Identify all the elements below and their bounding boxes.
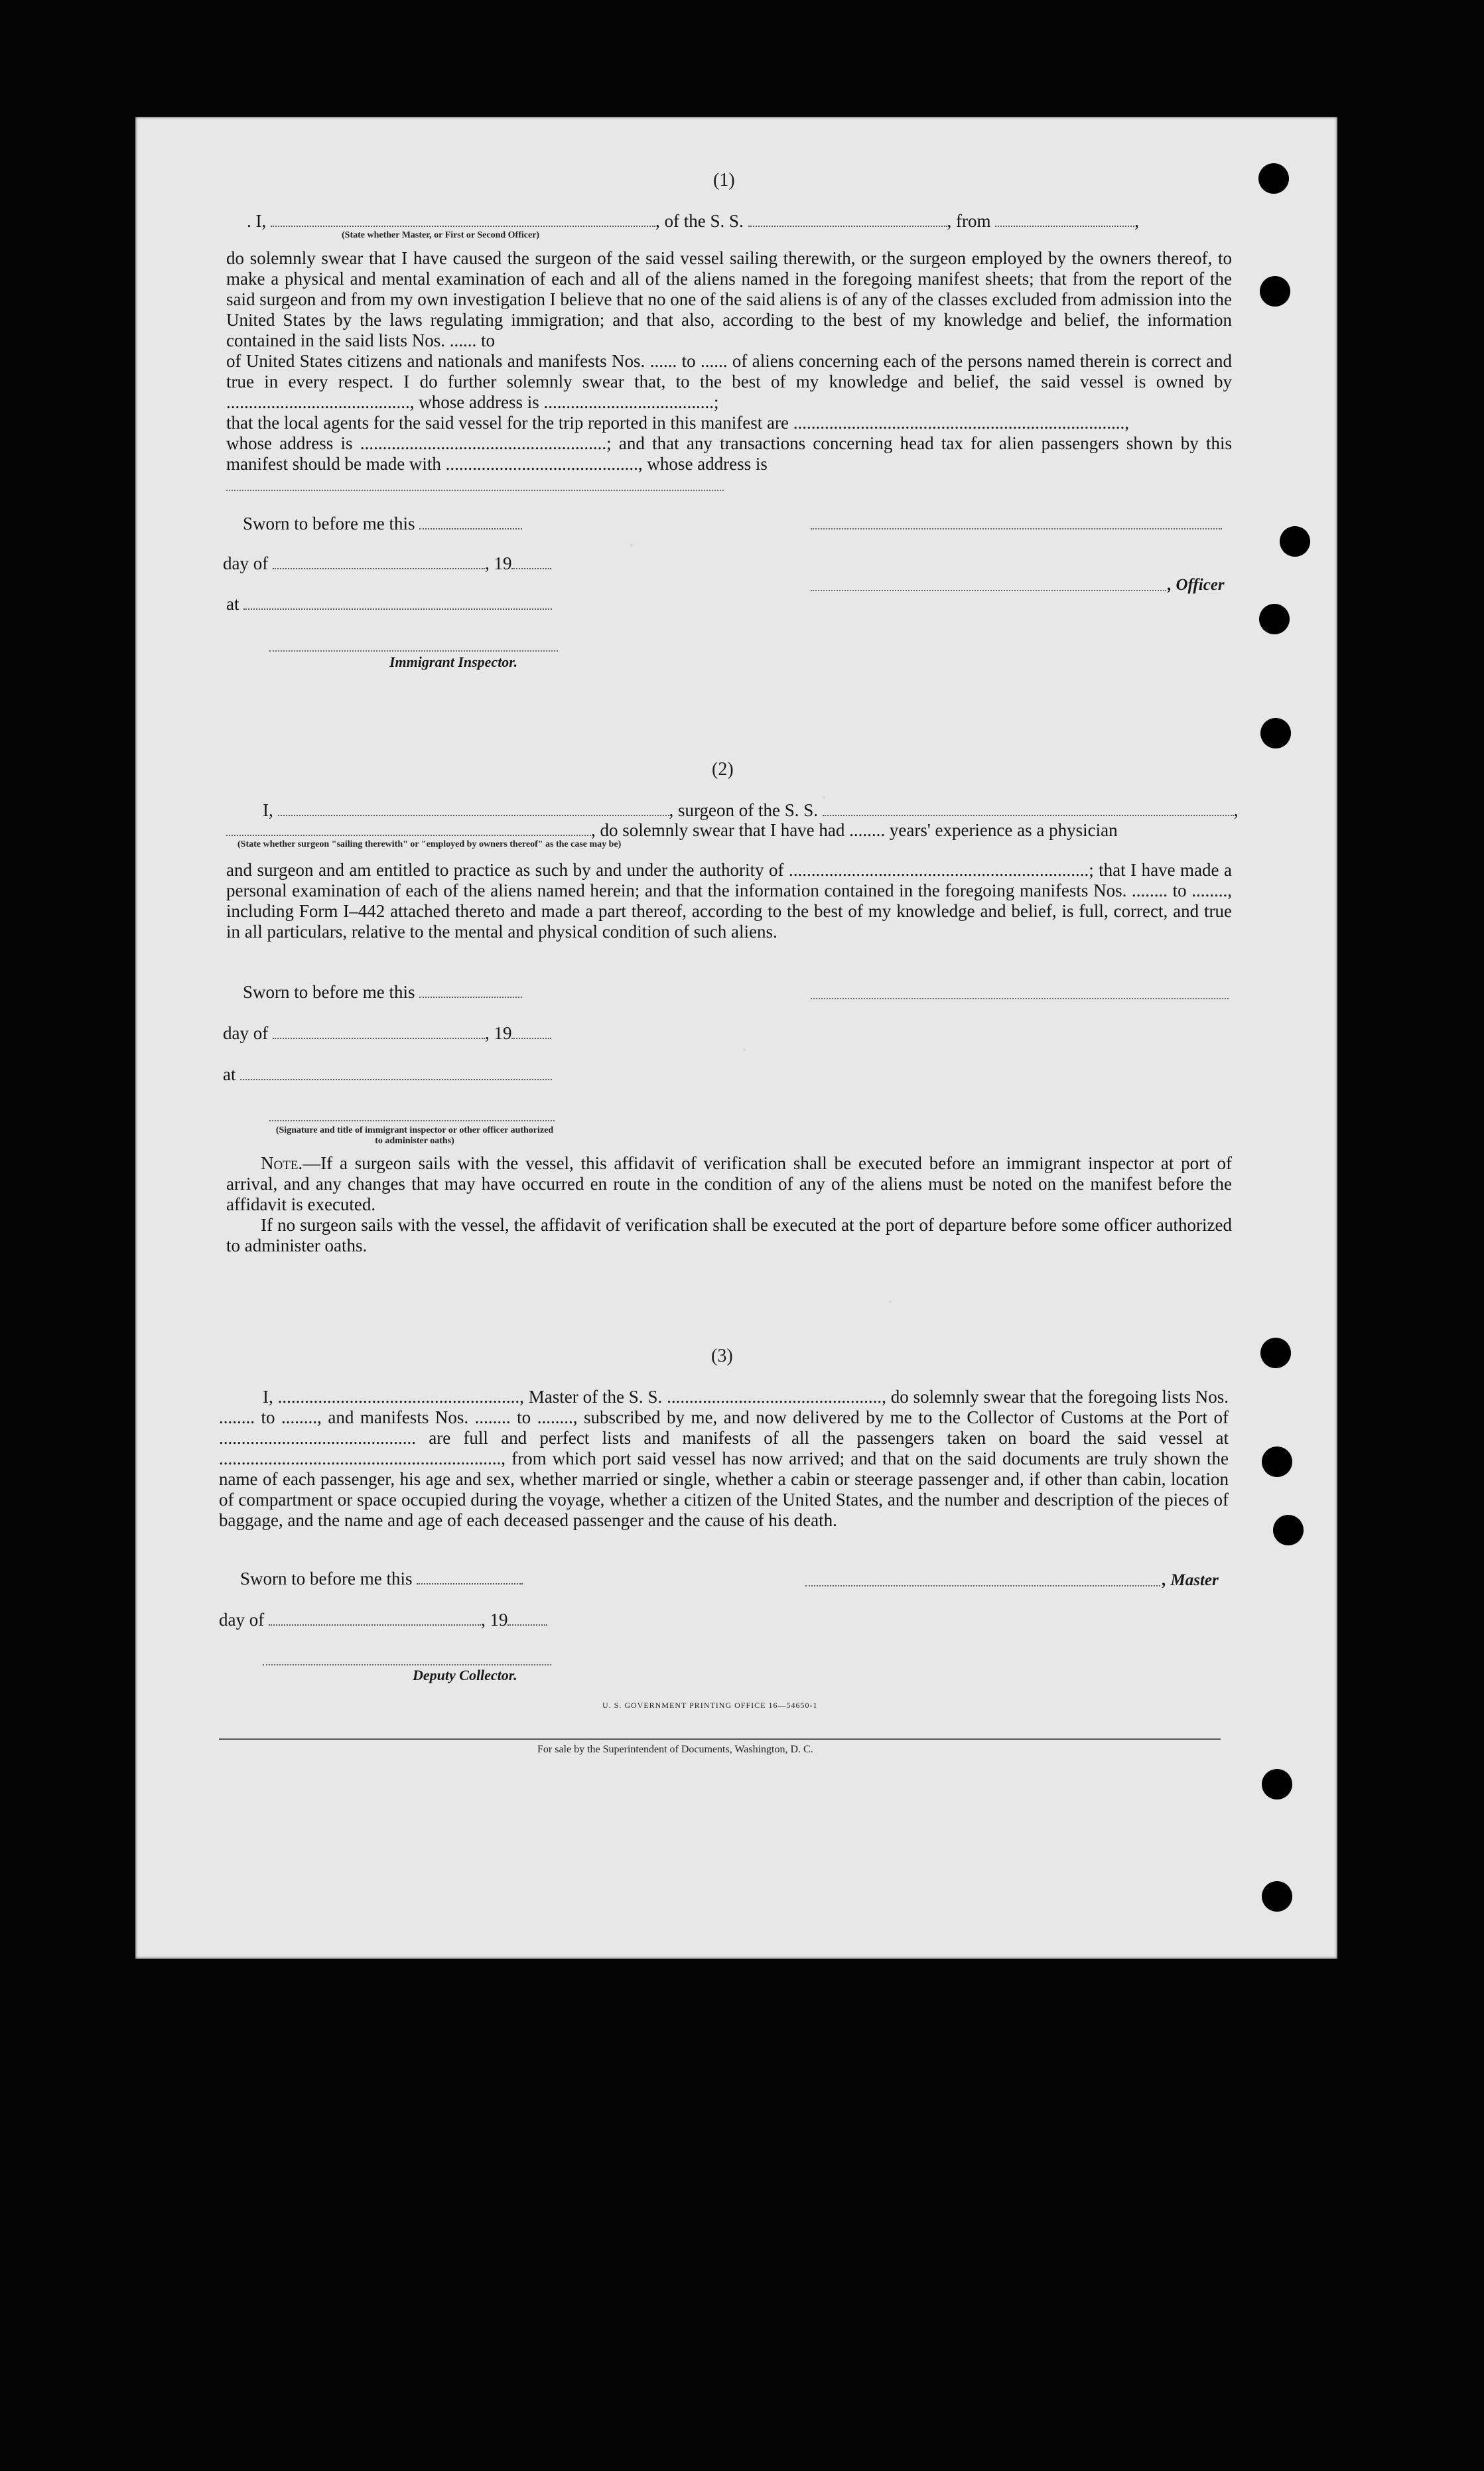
section-3-oath-body: I, ......................................................, Master of the S. S. ................................................, do solemnly swear that the foregoing lists Nos. ........ to ........, and manifests Nos. ........ to ........, subscribed by me, and now delivered by me to the Collector of Customs at the Port of ............................................ are full and perfect lists and manifests of all the passengers taken on board the said vessel at ..............................................................., from which port said vessel has now arrived; and that on the said documents are truly shown the name of each passenger, his age and sex, whether married or single, whether a cabin or steerage passenger and, if other than cabin, location of compartment or space occupied during the voyage, whether a citizen of the United States, and the number and description of the pieces of baggage, and the name and age of each deceased passenger and the cause of his death.	[219, 1387, 1229, 1530]
section-3-deputy-line	[263, 1664, 551, 1665]
section-2-note-text: —If a surgeon sails with the vessel, this affidavit of verification shall be executed before an immigrant inspector at port of arrival, and any changes that may have occurred en route in the condition of any of the aliens must be noted on the manifest before the affidavit is executed.	[226, 1153, 1232, 1214]
section-2-caption: (State whether surgeon "sailing therewith" or "employed by owners thereof" as the case may be)	[237, 839, 622, 849]
section-2-day-label: day of	[223, 1023, 269, 1043]
binder-hole	[1260, 718, 1291, 748]
binder-hole	[1262, 1447, 1292, 1477]
footer-sale-notice: For sale by the Superintendent of Documents, Washington, D. C.	[537, 1744, 813, 1755]
section-2-experience-text: , do solemnly swear that I have had ........ years' experience as a physician	[591, 820, 1118, 840]
binder-hole	[1260, 1338, 1291, 1368]
section-1-at-label: at	[226, 594, 239, 614]
section-1-body-2: of United States citizens and nationals and manifests Nos. ...... to ...... of aliens concerning each of the persons named therein is correct and true in every respect. I do further solemnly swear that, to the best of my knowledge and belief, the said vessel is owned by ........................................., whose address is ......................................;	[226, 351, 1232, 412]
section-2-at-line	[223, 1064, 552, 1085]
print-office-code: U. S. GOVERNMENT PRINTING OFFICE 16—54650-1	[602, 1701, 818, 1710]
section-3-day-label: day of	[219, 1610, 265, 1630]
binder-hole	[1262, 1769, 1292, 1800]
section-2-number: (2)	[712, 759, 734, 780]
section-1-master-line: . I, , of the S. S. , from ,	[247, 211, 1139, 231]
section-1-year-label: , 19	[484, 553, 512, 573]
binder-hole	[1260, 276, 1290, 307]
binder-hole	[1262, 1881, 1292, 1912]
section-1-officer-line	[811, 590, 1166, 591]
section-3-master-label: , Master	[1162, 1571, 1219, 1589]
section-2-inspector-line	[269, 1120, 555, 1121]
section-1-day-line	[223, 553, 551, 574]
section-2-at-label: at	[223, 1064, 236, 1084]
section-2-sworn-line	[243, 982, 522, 1003]
section-1-address-line	[226, 490, 724, 491]
section-2-day-line	[223, 1023, 551, 1044]
section-2-surgeon-line: I, , surgeon of the S. S. ,	[263, 800, 1239, 820]
section-1-oath-body	[226, 248, 1232, 474]
section-3-sworn-line	[240, 1569, 523, 1589]
section-2-year-label: , 19	[484, 1023, 512, 1043]
section-1-caption: (State whether Master, or First or Second Officer)	[342, 230, 540, 240]
section-1-number: (1)	[713, 170, 735, 190]
section-2-experience-line	[226, 820, 1118, 841]
section-2-note-2: If no surgeon sails with the vessel, the affidavit of verification shall be executed at the port of departure before some officer authorized to administer oaths.	[226, 1215, 1232, 1255]
binder-hole	[1259, 604, 1290, 634]
binder-hole	[1258, 163, 1289, 194]
section-1-at-line	[226, 594, 552, 614]
section-3-day-line	[219, 1610, 547, 1630]
section-1-ss-label: , of the S. S.	[655, 211, 744, 231]
section-2-signature-caption: (Signature and title of immigrant inspector or other officer authorized to administer oaths)	[275, 1125, 554, 1146]
section-3-year-label: , 19	[480, 1610, 508, 1630]
section-1-body-1: do solemnly swear that I have caused the surgeon of the said vessel sailing therewith, or the surgeon employed by the owners thereof, to make a physical and mental examination of each and all of the aliens named in the foregoing manifest sheets; that from the report of the said surgeon and from my own investigation I believe that no one of the said aliens is of any of the classes excluded from admission into the United States by the laws regulating immigration; and that also, according to the best of my knowledge and belief, the information contained in the said lists Nos. ...... to	[226, 248, 1232, 350]
section-2-surgeon-signature-line	[811, 998, 1229, 999]
footer-rule	[219, 1738, 1221, 1740]
section-1-signature-line	[811, 528, 1222, 530]
section-2-i-label: I,	[263, 800, 273, 820]
section-3-sworn-label: Sworn to before me this	[240, 1569, 413, 1588]
section-1-sworn-label: Sworn to before me this	[243, 514, 415, 533]
section-1-officer-label: , Officer	[1168, 576, 1225, 594]
section-1-inspector-line	[269, 650, 558, 652]
section-1-sworn-line	[243, 514, 522, 534]
section-2-note-label: Note.	[261, 1153, 303, 1173]
section-1-day-label: day of	[223, 553, 269, 573]
section-1-inspector-label: Immigrant Inspector.	[389, 654, 518, 670]
binder-hole	[1273, 1515, 1304, 1545]
section-2-ss-label: , surgeon of the S. S.	[669, 800, 819, 820]
section-1-body-4: whose address is .......................................................; and that any transactions concerning head tax for alien passengers shown by this manifest should be made with ..........................................., whose address is	[226, 433, 1232, 474]
binder-hole	[1280, 526, 1310, 557]
section-1-from-label: , from	[947, 211, 991, 231]
section-2-sworn-label: Sworn to before me this	[243, 982, 415, 1002]
section-3-deputy-label: Deputy Collector.	[413, 1667, 517, 1683]
section-3-master-line	[805, 1585, 1160, 1587]
section-3-number: (3)	[711, 1346, 733, 1366]
section-1-body-3: that the local agents for the said vessel for the trip reported in this manifest are ..........................................................................,	[226, 413, 1129, 433]
section-2-note	[226, 1153, 1232, 1256]
section-1-i-label: . I,	[247, 211, 267, 231]
section-2-oath-body: and surgeon and am entitled to practice as such by and under the authority of ...................................................................; that I have made a personal examination of each of the aliens named herein; and that the information contained in the foregoing manifests Nos. ........ to ........, including Form I–442 attached thereto and made a part thereof, according to the best of my knowledge and belief, is full, correct, and true in all particulars, relative to the mental and physical condition of such aliens.	[226, 860, 1232, 942]
